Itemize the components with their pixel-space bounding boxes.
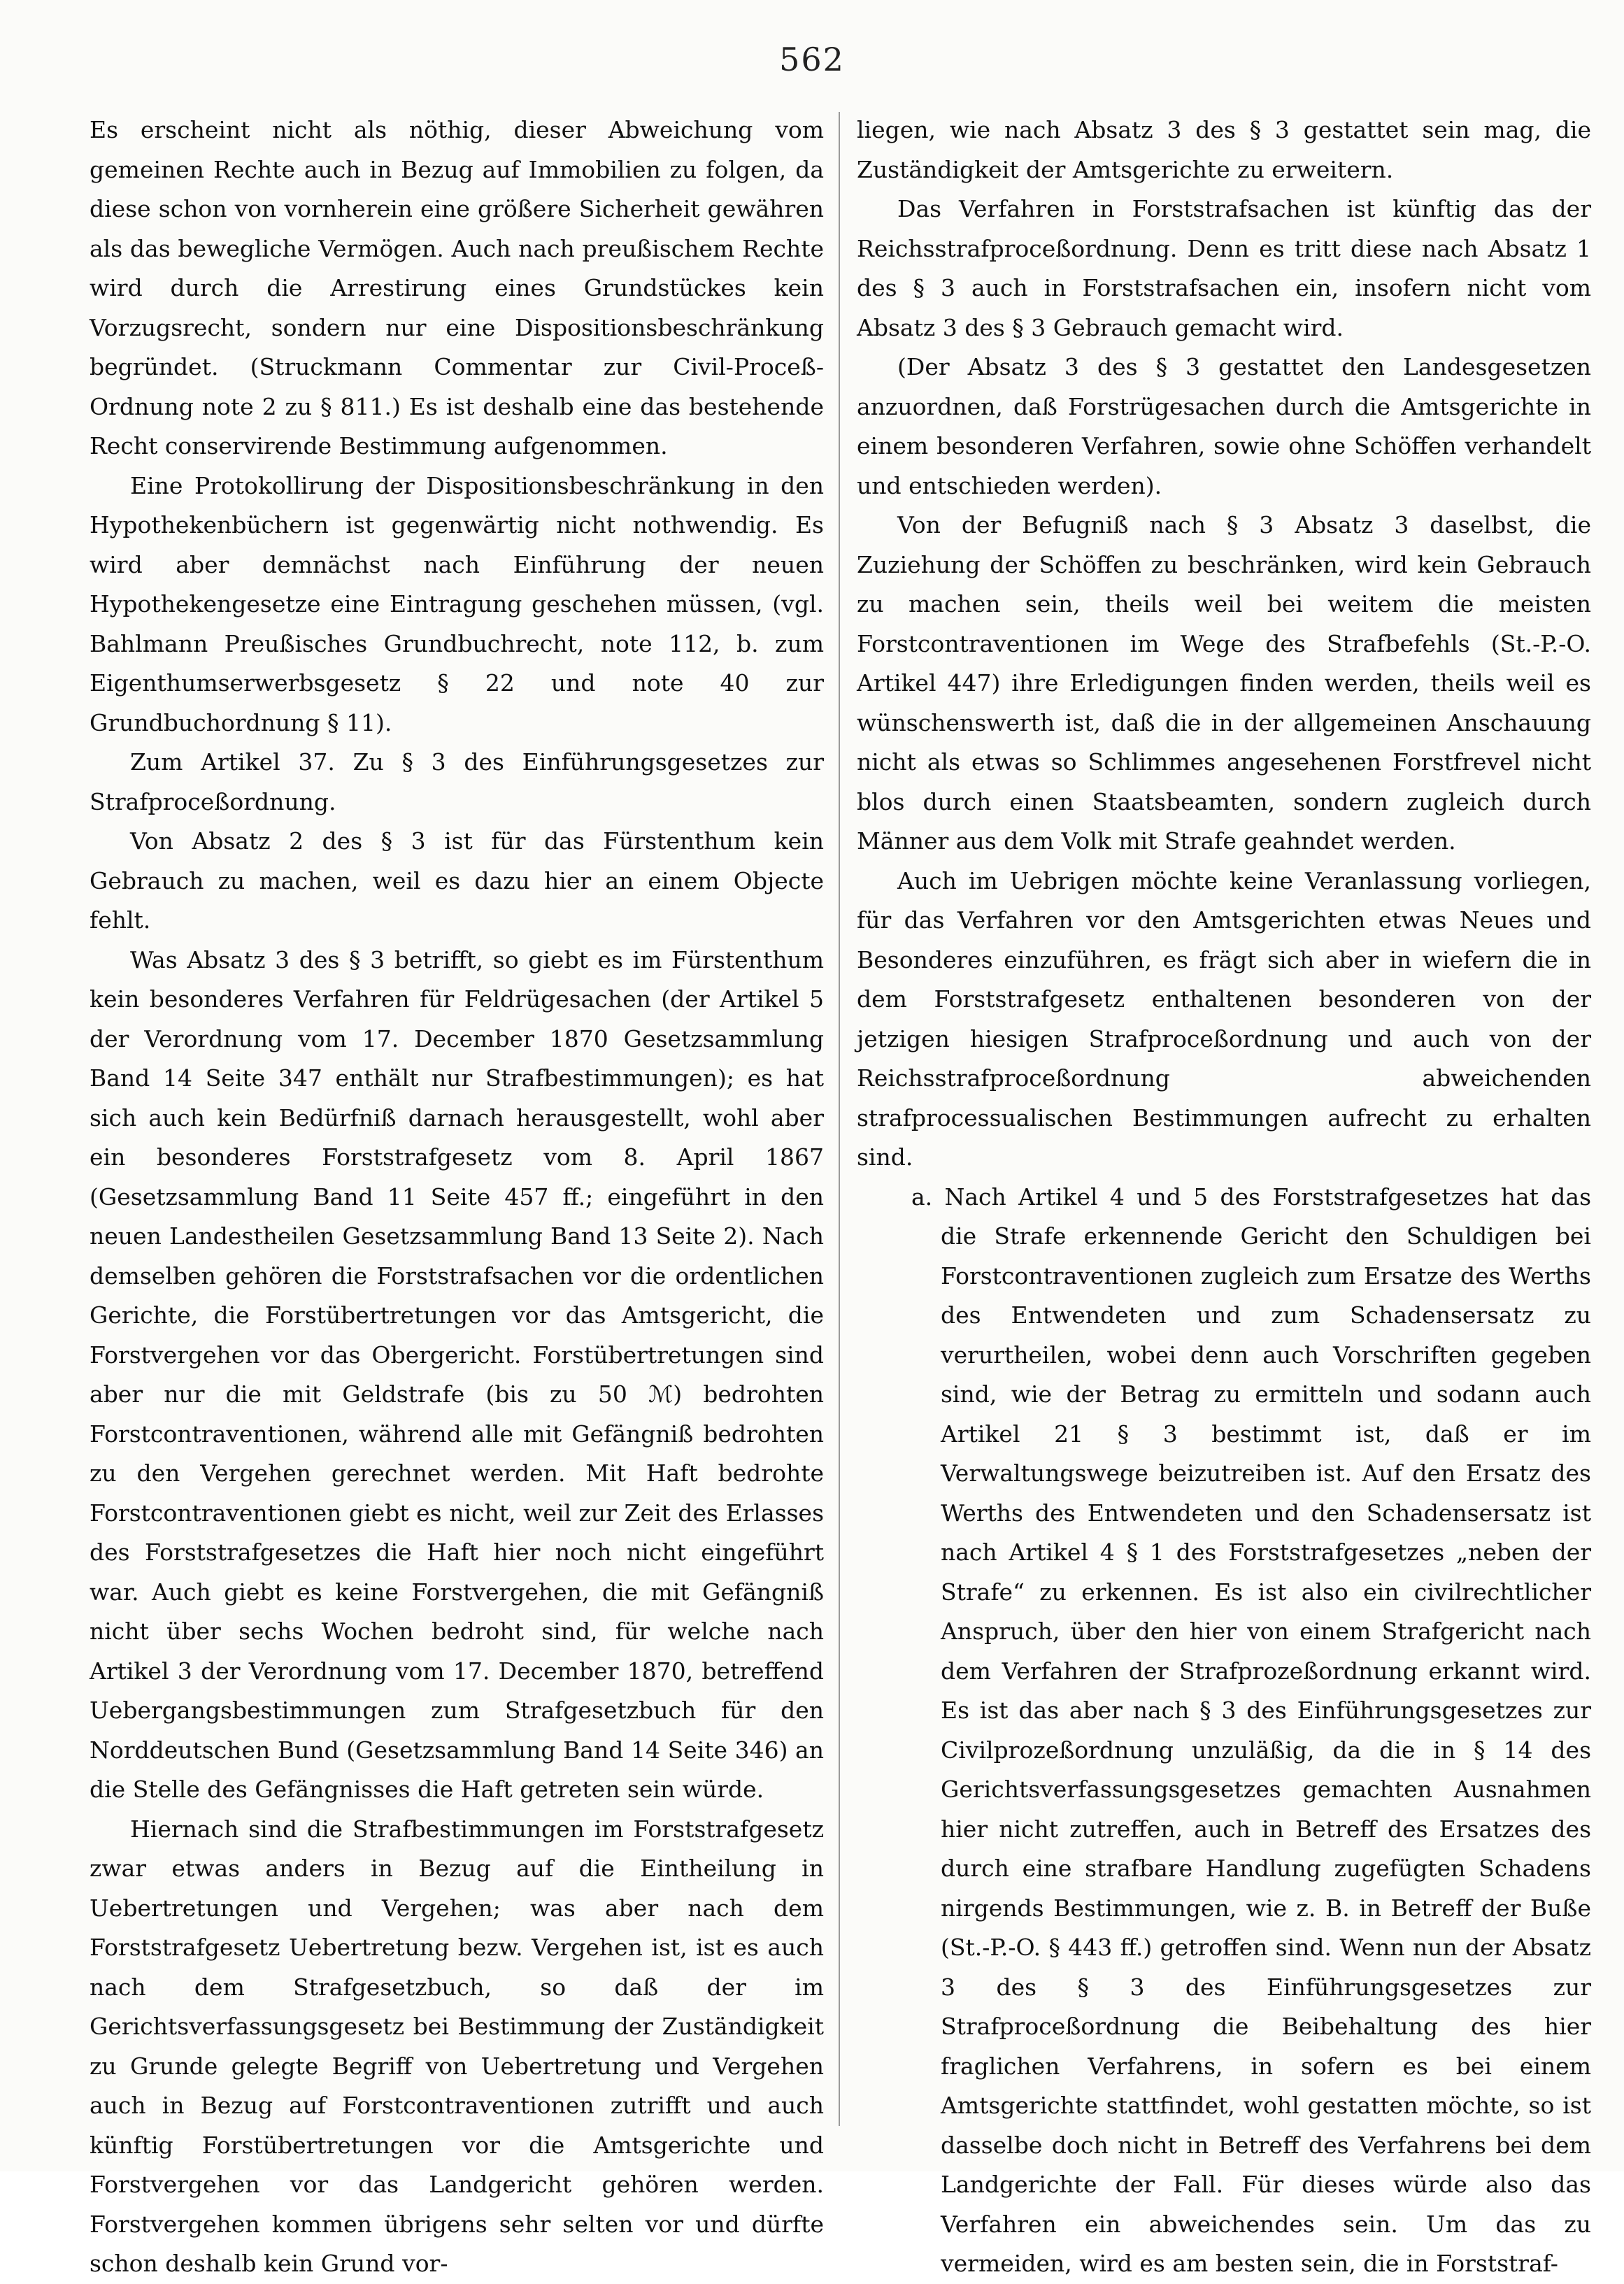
left-paragraph-1: Es erscheint nicht als nöthig, dieser Abweichung vom gemeinen Rechte auch in Bezug auf Immobilien zu folgen, da diese schon von vornherein eine größere Sicherheit gewähren als das bewegliche Vermögen. Auch nach preußischem Rechte wird durch die Arrestirung eines Grundstückes kein Vorzugsrecht, sondern nur eine Dispositionsbeschränkung begründet. (Struckmann Commentar zur Civil-Proceß-Ordnung note 2 zu § 811.) Es ist deshalb eine das bestehende Recht conservirende Bestimmung aufgenommen. (90, 116, 824, 459)
right-paragraph-5: Auch im Uebrigen möchte keine Veranlassung vorliegen, für das Verfahren vor den Amtsgerichten etwas Neues und Besonderes einzuführen, es frägt sich aber in wiefern die in dem Forststrafgesetz enthaltenen besonderen von der jetzigen hiesigen Strafproceßordnung und auch von der Reichsstrafproceßordnung abweichenden strafprocessualischen Bestimmungen aufrecht zu erhalten sind. (857, 866, 1591, 1171)
left-paragraph-5: Hiernach sind die Strafbestimmungen im Forststrafgesetz zwar etwas anders in Bezug auf die Eintheilung in Uebertretungen und Vergehen; was aber nach dem Forststrafgesetz Uebertretung bezw. Vergehen ist, ist es auch nach dem Strafgesetzbuch, so daß der im Gerichtsverfassungsgesetz bei Bestimmung der Zuständigkeit zu Grunde gelegte Begriff von Uebertretung und Vergehen auch in Bezug auf Forstcontraventionen zutrifft und auch künftig Forstübertretungen vor die Amtsgerichte und Forstvergehen vor das Landgericht gehören werden. Forstvergehen kommen übrigens sehr selten vor und dürfte schon deshalb kein Grund vor- (90, 1815, 824, 2277)
right-paragraph-3: (Der Absatz 3 des § 3 gestattet den Landesgesetzen anzuordnen, daß Forstrügesachen durch die Amtsgerichte in einem besonderen Verfahren, sowie ohne Schöffen verhandelt und entschieden werden). (857, 353, 1591, 499)
right-paragraph-2: Das Verfahren in Forststrafsachen ist künftig das der Reichsstrafproceßordnung. Denn es tritt diese nach Absatz 1 des § 3 auch in Forststrafsachen ein, insofern nicht vom Absatz 3 des § 3 Gebrauch gemacht wird. (857, 195, 1591, 341)
right-paragraph-1: liegen, wie nach Absatz 3 des § 3 gestattet sein mag, die Zuständigkeit der Amtsgerichte zu erweitern. (857, 116, 1591, 183)
left-paragraph-3: Von Absatz 2 des § 3 ist für das Fürstenthum kein Gebrauch zu machen, weil es dazu hier an einem Objecte fehlt. (90, 827, 824, 934)
column-divider (839, 112, 840, 2126)
page-number: 562 (779, 41, 845, 78)
right-list-item-a: a. Nach Artikel 4 und 5 des Forststrafgesetzes hat das die Strafe erkennende Gericht den Schuldigen bei Forstcontraventionen zugleich zum Ersatze des Werths des Entwendeten und zum Schadensersatz zu verurtheilen, wobei denn auch Vorschriften gegeben sind, wie der Betrag zu ermitteln und sodann auch Artikel 21 § 3 bestimmt ist, daß er im Verwaltungswege beizutreiben ist. Auf den Ersatz des Werths des Entwendeten und den Schadensersatz ist nach Artikel 4 § 1 des Forststrafgesetzes „neben der Strafe“ zu erkennen. Es ist also ein civilrechtlicher Anspruch, über den hier von einem Strafgericht nach dem Verfahren der Strafprozeßordnung erkannt wird. Es ist das aber nach § 3 des Einführungsgesetzes zur Civilprozeßordnung unzuläßig, da die in § 14 des Gerichtsverfassungsgesetzes gemachten Ausnahmen hier nicht zutreffen, auch in Betreff des Ersatzes des durch eine strafbare Handlung zugefügten Schadens nirgends Bestimmungen, wie z. B. in Betreff der Buße (St.-P.-O. § 443 ff.) getroffen sind. Wenn nun der Absatz 3 des § 3 des Einführungsgesetzes zur Strafproceßordnung die Beibehaltung des hier fraglichen Verfahrens, in sofern es bei einem Amtsgerichte stattfindet, wohl gestatten möchte, so ist dasselbe doch nicht in Betreff des Verfahrens bei dem Landgerichte der Fall. Für dieses würde also das Verfahren ein abweichendes sein. Um das zu vermeiden, wird es am besten sein, die in Forststraf- (911, 1183, 1591, 2277)
right-column (857, 110, 1591, 2284)
left-section-heading-article-37: Zum Artikel 37. Zu § 3 des Einführungsgesetzes zur Strafproceßordnung. (90, 748, 824, 815)
left-paragraph-2: Eine Protokollirung der Dispositionsbeschränkung in den Hypothekenbüchern ist gegenwärtig nicht nothwendig. Es wird aber demnächst nach Einführung der neuen Hypothekengesetze eine Eintragung geschehen müssen, (vgl. Bahlmann Preußisches Grundbuchrecht, note 112, b. zum Eigenthumserwerbsgesetz § 22 und note 40 zur Grundbuchordnung § 11). (90, 471, 824, 736)
right-paragraph-4: Von der Befugniß nach § 3 Absatz 3 daselbst, die Zuziehung der Schöffen zu beschränken, wird kein Gebrauch zu machen sein, theils weil bei weitem die meisten Forstcontraventionen im Wege des Strafbefehls (St.-P.-O. Artikel 447) ihre Erledigungen finden werden, theils weil es wünschenswerth ist, daß die in der allgemeinen Anschauung nicht als etwas so Schlimmes angesehenen Forstfrevel nicht blos durch einen Staatsbeamten, sondern zugleich durch Männer aus dem Volk mit Strafe geahndet werden. (857, 511, 1591, 855)
left-paragraph-4: Was Absatz 3 des § 3 betrifft, so giebt es im Fürstenthum kein besonderes Verfahren für Feldrügesachen (der Artikel 5 der Verordnung vom 17. December 1870 Gesetzsammlung Band 14 Seite 347 enthält nur Strafbestimmungen); es hat sich auch kein Bedürfniß darnach herausgestellt, wohl aber ein besonderes Forststrafgesetz vom 8. April 1867 (Gesetzsammlung Band 11 Seite 457 ff.; eingeführt in den neuen Landestheilen Gesetzsammlung Band 13 Seite 2). Nach demselben gehören die Forststrafsachen vor die ordentlichen Gerichte, die Forstübertretungen vor das Amtsgericht, die Forstvergehen vor das Obergericht. Forstübertretungen sind aber nur die mit Geldstrafe (bis zu 50 ℳ) bedrohten Forstcontraventionen, während alle mit Gefängniß bedrohten zu den Vergehen gerechnet werden. Mit Haft bedrohte Forstcontraventionen giebt es nicht, weil zur Zeit des Erlasses des Forststrafgesetzes die Haft hier noch nicht eingeführt war. Auch giebt es keine Forstvergehen, die mit Gefängniß nicht über sechs Wochen bedroht sind, für welche nach Artikel 3 der Verordnung vom 17. December 1870, betreffend Uebergangsbestimmungen zum Strafgesetzbuch für den Norddeutschen Bund (Gesetzsammlung Band 14 Seite 346) an die Stelle des Gefängnisses die Haft getreten sein würde. (90, 945, 824, 1803)
left-column (90, 110, 824, 2284)
